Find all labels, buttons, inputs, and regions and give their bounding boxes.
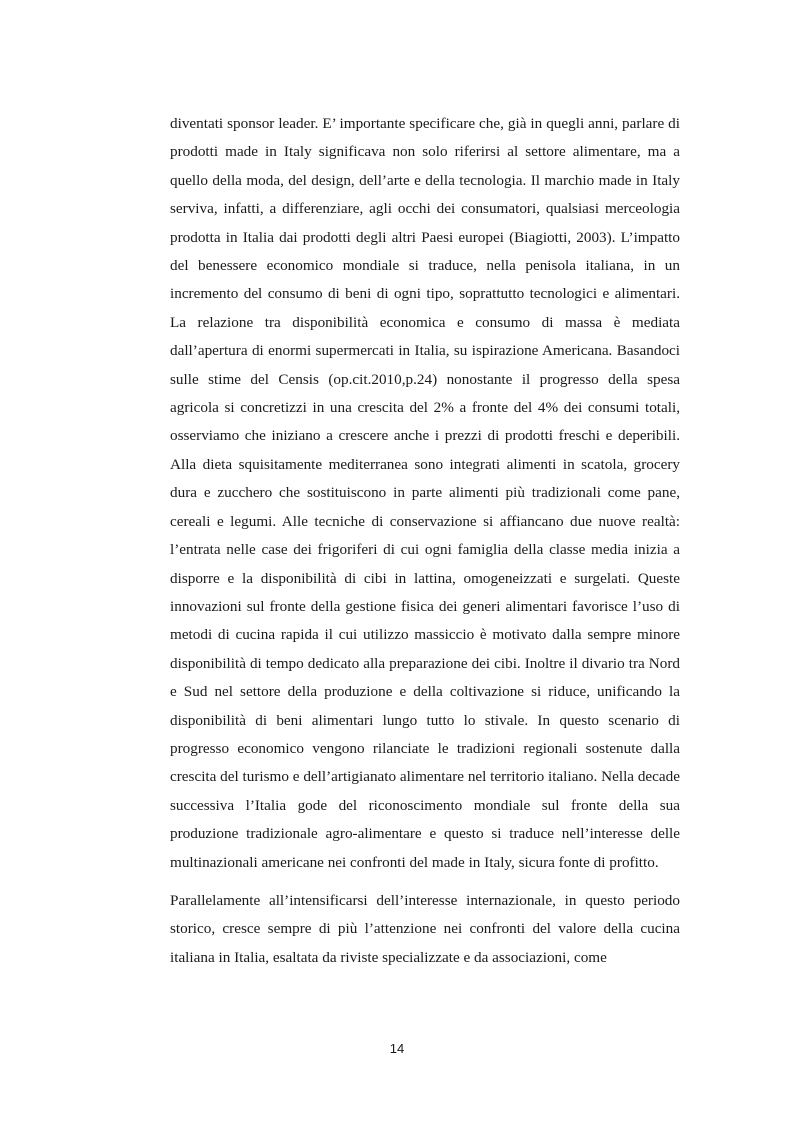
page-number: 14 — [389, 1041, 405, 1056]
body-text — [170, 110, 680, 972]
paragraph-made-in-italy: diventati sponsor leader. E’ importante specificare che, già in quegli anni, parlare di prodotti made in Italy significava non solo riferirsi al settore alimentare, ma a quello della moda, del design, dell’arte e della tecnologia. Il marchio made in Italy serviva, infatti, a differenziare, agli occhi dei consumatori, qualsiasi merceologia prodotta in Italia dai prodotti degli altri Paesi europei (Biagiotti, 2003). L’impatto del benessere economico mondiale si traduce, nella penisola italiana, in un incremento del consumo di beni di ogni tipo, soprattutto tecnologici e alimentari. La relazione tra disponibilità economica e consumo di massa è mediata dall’apertura di enormi supermercati in Italia, su ispirazione Americana. Basandoci sulle stime del Censis (op.cit.2010,p.24) nonostante il progresso della spesa agricola si concretizzi in una crescita del 2% a fronte del 4% dei consumi totali, osserviamo che iniziano a crescere anche i prezzi di prodotti freschi e deperibili. Alla dieta squisitamente mediterranea sono integrati alimenti in scatola, grocery dura e zucchero che sostituiscono in parte alimenti più tradizionali come pane, cereali e legumi. Alle tecniche di conservazione si affiancano due nuove realtà: l’entrata nelle case dei frigoriferi di cui ogni famiglia della classe media inizia a disporre e la disponibilità di cibi in lattina, omogeneizzati e surgelati. Queste innovazioni sul fronte della gestione fisica dei generi alimentari favorisce l’uso di metodi di cucina rapida il cui utilizzo massiccio è motivato dalla sempre minore disponibilità di tempo dedicato alla preparazione dei cibi. Inoltre il divario tra Nord e Sud nel settore della produzione e della coltivazione si riduce, unificando la disponibilità di beni alimentari lungo tutto lo stivale. In questo scenario di progresso economico vengono rilanciate le tradizioni regionali sostenute dalla crescita del turismo e dell’artigianato alimentare nel territorio italiano. Nella decade successiva l’Italia gode del riconoscimento mondiale sul fronte della sua produzione tradizionale agro-alimentare e questo si traduce nell’interesse delle multinazionali americane nei confronti del made in Italy, sicura fonte di profitto. — [170, 115, 680, 871]
paragraph-cucina-italiana: Parallelamente all’intensificarsi dell’interesse internazionale, in questo periodo storico, cresce sempre di più l’attenzione nei confronti del valore della cucina italiana in Italia, esaltata da riviste specializzate e da associazioni, come — [170, 891, 680, 966]
